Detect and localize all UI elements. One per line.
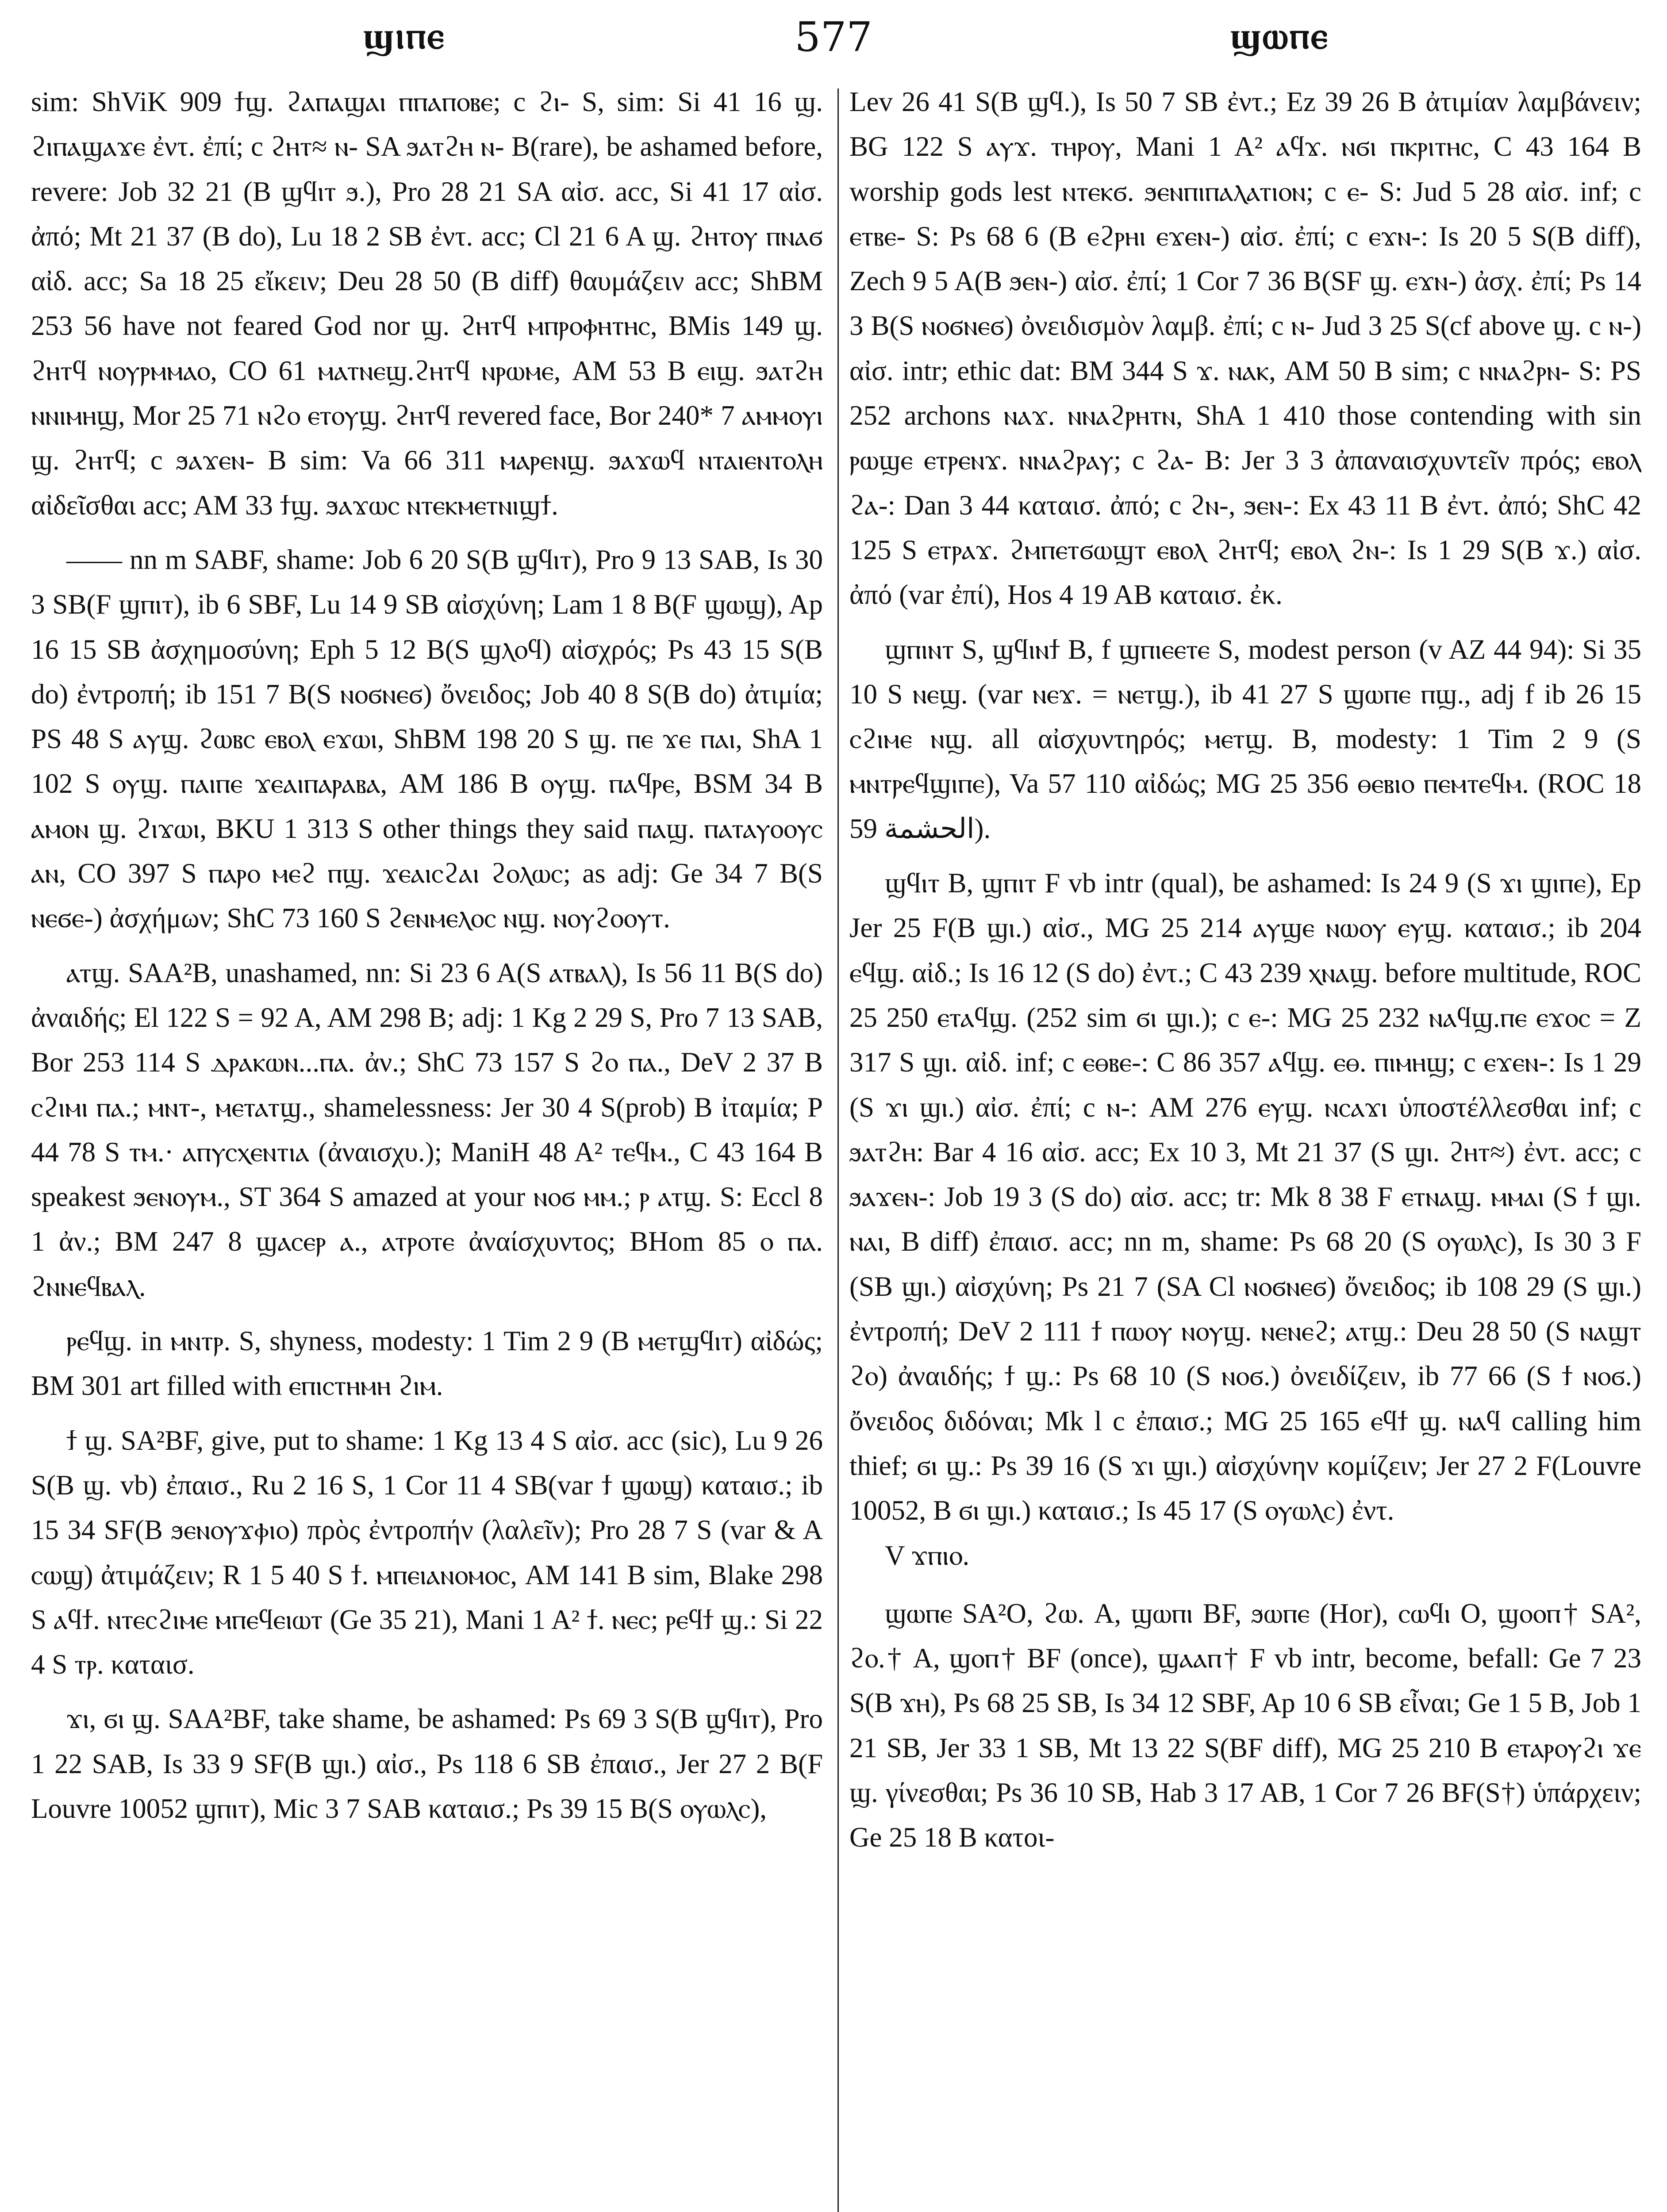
right-headword: ϣⲱⲡⲉ [1230,13,1329,57]
page-number: 577 [795,13,872,61]
entry-paragraph: ϫⲓ, ϭⲓ ϣ. SAA²BF, take shame, be ashamed: Ps 69 3 S(B ϣϥⲓⲧ), Pro 1 22 SAB, Is 33 9 SF(B ϣⲓ.) αἰσ., Ps 118 6 SB ἐπαισ., Jer 27 2 B(F Louvre 10052 ϣⲡⲓⲧ), Mic 3 7 SAB καταισ.; Ps 39 15 B(S ⲟⲩⲱⲗⲥ), [31,1703,823,1824]
entry-paragraph: ϯ ϣ. SA²BF, give, put to shame: 1 Kg 13 4 S αἰσ. acc (sic), Lu 9 26 S(B ϣ. vb) ἐπαισ., Ru 2 16 S, 1 Cor 11 4 SB(var ϯ ϣⲱϣ) καταισ.; ib 15 34 SF(B ϧⲉⲛⲟⲩϫⲫⲓⲟ) πρὸς ἐντροπήν (λαλεῖν); Pro 28 7 S (var & A ⲥⲱϣ) ἀτιμάζειν; R 1 5 40 S ϯ. ⲙⲡⲉⲓⲁⲛⲟⲙⲟⲥ, AM 141 B sim, Blake 298 S ⲁϥϯ. ⲛⲧⲉⲥϩⲓⲙⲉ ⲙⲡⲉϥⲉⲓⲱⲧ (Ge 35 21), Mani 1 A² ϯ. ⲛⲉⲥ; ⲣⲉϥϯ ϣ.: Si 22 4 S ⲧⲣ. καταισ. [31,1425,823,1680]
cross-reference: V ϫⲡⲓⲟ. [885,1540,970,1571]
entry-paragraph: ϣⲡⲓⲛⲧ S, ϣϥⲓⲛϯ B, f ϣⲡⲓⲉⲉⲧⲉ S, modest person (v AZ 44 94): Si 35 10 S ⲛⲉϣ. (var ⲛⲉϫ. = ⲛⲉⲧϣ.), ib 41 27 S ϣⲱⲡⲉ ⲡϣ., adj f ib 26 15 ⲥϩⲓⲙⲉ ⲛϣ. all αἰσχυντηρός; ⲙⲉⲧϣ. B, modesty: 1 Tim 2 9 (S ⲙⲛⲧⲣⲉϥϣⲓⲡⲉ), Va 57 110 αἰδώς; MG 25 356 ⲑⲉⲃⲓⲟ ⲡⲉⲙⲧⲉϥⲙ. (ROC 18 59 الحشمة). [849,634,1641,844]
headword-entry: ϣⲱⲡⲉ SA²O, ϩⲱ. A, ϣⲱⲡⲓ BF, ϧⲱⲡⲉ (Hor), ⲥⲱϥⲓ O, ϣⲟⲟⲡ† SA², ϩⲟ.† A, ϣⲟⲡ† BF (once), ϣⲁⲁⲡ† F vb intr, become, befall: Ge 7 23 S(B ϫⲏ), Ps 68 25 SB, Is 34 12 SBF, Ap 10 6 SB εἶναι; Ge 1 5 B, Job 1 21 SB, Jer 33 1 SB, Mt 13 22 S(BF diff), MG 25 210 B ⲉⲧⲁⲣⲟⲩϩⲓ ϫⲉ ϣ. γίνεσθαι; Ps 36 10 SB, Hab 3 17 AB, 1 Cor 7 26 BF(S†) ὑπάρχειν; Ge 25 18 B κατοι- [849,1598,1641,1853]
entry-paragraph: sim: ShViK 909 ϯϣ. ϩⲁⲡⲁϣⲁⲓ ⲡⲡⲁⲡⲟⲃⲉ; c ϩⲓ- S, sim: Si 41 16 ϣ. ϩⲓⲡⲁϣⲁϫⲉ ἐντ. ἐπί; c ϩⲏⲧ≈ ⲛ- SA ϧⲁⲧϩⲏ ⲛ- B(rare), be ashamed before, revere: Job 32 21 (B ϣϥⲓⲧ ϧ.), Pro 28 21 SA αἰσ. acc, Si 41 17 αἰσ. ἀπό; Mt 21 37 (B do), Lu 18 2 SB ἐντ. acc; Cl 21 6 A ϣ. ϩⲏⲧⲟⲩ ⲡⲛⲁϭ αἰδ. acc; Sa 18 25 εἴκειν; Deu 28 50 (B diff) θαυμάζειν acc; ShBM 253 56 have not feared God nor ϣ. ϩⲏⲧϥ ⲙⲡⲣⲟⲫⲏⲧⲏⲥ, BMis 149 ϣ. ϩⲏⲧϥ ⲛⲟⲩⲣⲙⲙⲁⲟ, CO 61 ⲙⲁⲧⲛⲉϣ.ϩⲏⲧϥ ⲛⲣⲱⲙⲉ, AM 53 B ⲉⲓϣ. ϧⲁⲧϩⲏ ⲛⲛⲓⲙⲏϣ, Mor 25 71 ⲛϩⲟ ⲉⲧⲟⲩϣ. ϩⲏⲧϥ revered face, Bor 240* 7 ⲁⲙⲙⲟⲩⲓ ϣ. ϩⲏⲧϥ; c ϧⲁϫⲉⲛ- B sim: Va 66 311 ⲙⲁⲣⲉⲛϣ. ϧⲁϫⲱϥ ⲛⲧⲁⲓⲉⲛⲧⲟⲗⲏ αἰδεῖσθαι acc; AM 33 ϯϣ. ϧⲁϫⲱⲥ ⲛⲧⲉⲕⲙⲉⲧⲛⲓϣϯ. [31,86,823,521]
column-divider [837,88,839,2212]
entry-paragraph: ϣϥⲓⲧ B, ϣⲡⲓⲧ F vb intr (qual), be ashamed: Is 24 9 (S ϫⲓ ϣⲓⲡⲉ), Ep Jer 25 F(B ϣⲓ.) αἰσ., MG 25 214 ⲁⲩϣⲉ ⲛⲱⲟⲩ ⲉⲩϣ. καταισ.; ib 204 ⲉϥϣ. αἰδ.; Is 16 12 (S do) ἐντ.; C 43 239 ⲭⲛⲁϣ. before multitude, ROC 25 250 ⲉⲧⲁϥϣ. (252 sim ϭⲓ ϣⲓ.); c ⲉ-: MG 25 232 ⲛⲁϥϣ.ⲡⲉ ⲉϫⲟⲥ = Z 317 S ϣⲓ. αἰδ. inf; c ⲉⲑⲃⲉ-: C 86 357 ⲁϥϣ. ⲉⲑ. ⲡⲓⲙⲏϣ; c ⲉϫⲉⲛ-: Is 1 29 (S ϫⲓ ϣⲓ.) αἰσ. ἐπί; c ⲛ-: AM 276 ⲉⲩϣ. ⲛⲥⲁϫⲓ ὑποστέλλεσθαι inf; c ϧⲁⲧϩⲏ: Bar 4 16 αἰσ. acc; Ex 10 3, Mt 21 37 (S ϣⲓ. ϩⲏⲧ≈) ἐντ. acc; c ϧⲁϫⲉⲛ-: Job 19 3 (S do) αἰσ. acc; tr: Mk 8 38 F ⲉⲧⲛⲁϣ. ⲙⲙⲁⲓ (S ϯ ϣⲓ. ⲛⲁⲓ, B diff) ἐπαισ. acc; nn m, shame: Ps 68 20 (S ⲟⲩⲱⲗⲥ), Is 30 3 F (SB ϣⲓ.) αἰσχύνη; Ps 21 7 (SA Cl ⲛⲟϭⲛⲉϭ) ὄνειδος; ib 108 29 (S ϣⲓ.) ἐντροπή; DeV 2 111 ϯ ⲡⲱⲟⲩ ⲛⲟⲩϣ. ⲛⲉⲛⲉϩ; ⲁⲧϣ.: Deu 28 50 (S ⲛⲁϣⲧ ϩⲟ) ἀναιδής; ϯ ϣ.: Ps 68 10 (S ⲛⲟϭ.) ὀνειδίζειν, ib 77 66 (S ϯ ⲛⲟϭ.) ὄνειδος διδόναι; Mk l c ἐπαισ.; MG 25 165 ⲉϥϯ ϣ. ⲛⲁϥ calling him thief; ϭⲓ ϣ.: Ps 39 16 (S ϫⲓ ϣⲓ.) αἰσχύνην κομίζειν; Jer 27 2 F(Louvre 10052, B ϭⲓ ϣⲓ.) καταισ.; Is 45 17 (S ⲟⲩⲱⲗⲥ) ἐντ. [849,868,1641,1526]
entry-paragraph: —— nn m SABF, shame: Job 6 20 S(B ϣϥⲓⲧ), Pro 9 13 SAB, Is 30 3 SB(F ϣⲡⲓⲧ), ib 6 SBF, Lu 14 9 SB αἰσχύνη; Lam 1 8 B(F ϣⲱϣ), Ap 16 15 SB ἀσχημοσύνη; Eph 5 12 B(S ϣⲗⲟϥ) αἰσχρός; Ps 43 15 S(B do) ἐντροπή; ib 151 7 B(S ⲛⲟϭⲛⲉϭ) ὄνειδος; Job 40 8 S(B do) ἀτιμία; PS 48 S ⲁⲩϣ. ϩⲱⲃⲥ ⲉⲃⲟⲗ ⲉϫⲱⲓ, ShBM 198 20 S ϣ. ⲡⲉ ϫⲉ ⲡⲁⲓ, ShA 1 102 S ⲟⲩϣ. ⲡⲁⲓⲡⲉ ϫⲉⲁⲓⲡⲁⲣⲁⲃⲁ, AM 186 B ⲟⲩϣ. ⲡⲁϥⲣⲉ, BSM 34 B ⲁⲙⲟⲛ ϣ. ϩⲓϫⲱⲓ, BKU 1 313 S other things they said ⲡⲁϣ. ⲡⲁⲧⲁⲩⲟⲟⲩⲥ ⲁⲛ, CO 397 S ⲡⲁⲣⲟ ⲙⲉϩ ⲡϣ. ϫⲉⲁⲓⲥϩⲁⲓ ϩⲟⲗⲱⲥ; as adj: Ge 34 7 B(S ⲛⲉϭⲉ-) ἀσχήμων; ShC 73 160 S ϩⲉⲛⲙⲉⲗⲟⲥ ⲛϣ. ⲛⲟⲩϩⲟⲟⲩⲧ. [31,544,823,934]
entry-paragraph: ⲣⲉϥϣ. in ⲙⲛⲧⲣ. S, shyness, modesty: 1 Tim 2 9 (B ⲙⲉⲧϣϥⲓⲧ) αἰδώς; BM 301 art filled with ⲉⲡⲓⲥⲧⲏⲙⲏ ϩⲓⲙ. [31,1325,823,1402]
entry-paragraph: ⲁⲧϣ. SAA²B, unashamed, nn: Si 23 6 A(S ⲁⲧⲃⲁⲗ), Is 56 11 B(S do) ἀναιδής; El 122 S = 92 A, AM 298 B; adj: 1 Kg 2 29 S, Pro 7 13 SAB, Bor 253 114 S ⲇⲣⲁⲕⲱⲛ...ⲡⲁ. ἀν.; ShC 73 157 S ϩⲟ ⲡⲁ., DeV 2 37 B ⲥϩⲓⲙⲓ ⲡⲁ.; ⲙⲛⲧ-, ⲙⲉⲧⲁⲧϣ., shamelessness: Jer 30 4 S(prob) B ἰταμία; P 44 78 S ⲧⲙ.· ⲁⲡⲩⲥⲭⲉⲛⲧⲓⲁ (ἀναισχυ.); ManiH 48 A² ⲧⲉϥⲙ., C 43 164 B speakest ϧⲉⲛⲟⲩⲙ., ST 364 S amazed at your ⲛⲟϭ ⲙⲙ.; ⲣ ⲁⲧϣ. S: Eccl 8 1 ἀν.; BM 247 8 ϣⲁⲥⲉⲣ ⲁ., ⲁⲧⲣⲟⲧⲉ ἀναίσχυντος; BHom 85 ⲟ ⲡⲁ. ϩⲛⲛⲉϥⲃⲁⲗ. [31,957,823,1302]
left-column [31,80,823,2212]
right-column [849,80,1641,2212]
entry-paragraph: Lev 26 41 S(B ϣϥ.), Is 50 7 SB ἐντ.; Ez 39 26 B ἀτιμίαν λαμβάνειν; BG 122 S ⲁⲩϫ. ⲧⲏⲣⲟⲩ, Mani 1 A² ⲁϥϫ. ⲛϭⲓ ⲡⲕⲣⲓⲧⲏⲥ, C 43 164 B worship gods lest ⲛⲧⲉⲕϭ. ϧⲉⲛⲡⲓⲡⲁⲗⲁⲧⲓⲟⲛ; c ⲉ- S: Jud 5 28 αἰσ. inf; c ⲉⲧⲃⲉ- S: Ps 68 6 (B ⲉϩⲣⲏⲓ ⲉϫⲉⲛ-) αἰσ. ἐπί; c ⲉϫⲛ-: Is 20 5 S(B diff), Zech 9 5 A(B ϧⲉⲛ-) αἰσ. ἐπί; 1 Cor 7 36 B(SF ϣ. ⲉϫⲛ-) ἀσχ. ἐπί; Ps 14 3 B(S ⲛⲟϭⲛⲉϭ) ὀνειδισμὸν λαμβ. ἐπί; c ⲛ- Jud 3 25 S(cf above ϣ. c ⲛ-) αἰσ. intr; ethic dat: BM 344 S ϫ. ⲛⲁⲕ, AM 50 B sim; c ⲛⲛⲁϩⲣⲛ- S: PS 252 archons ⲛⲁϫ. ⲛⲛⲁϩⲣⲏⲧⲛ, ShA 1 410 those contending with sin ⲣⲱϣⲉ ⲉⲧⲣⲉⲛϫ. ⲛⲛⲁϩⲣⲁⲩ; c ϩⲁ- B: Jer 3 3 ἀπαναισχυντεῖν πρός; ⲉⲃⲟⲗ ϩⲁ-: Dan 3 44 καταισ. ἀπό; c ϩⲛ-, ϧⲉⲛ-: Ex 43 11 B ἐντ. ἀπό; ShC 42 125 S ⲉⲧⲣⲁϫ. ϩⲙⲡⲉⲧϭⲱϣⲧ ⲉⲃⲟⲗ ϩⲏⲧϥ; ⲉⲃⲟⲗ ϩⲛ-: Is 1 29 S(B ϫ.) αἰσ. ἀπό (var ἐπί), Hos 4 19 AB καταισ. ἐκ. [849,86,1641,611]
left-headword: ϣⲓⲡⲉ [363,13,446,57]
page-header [0,13,1667,80]
